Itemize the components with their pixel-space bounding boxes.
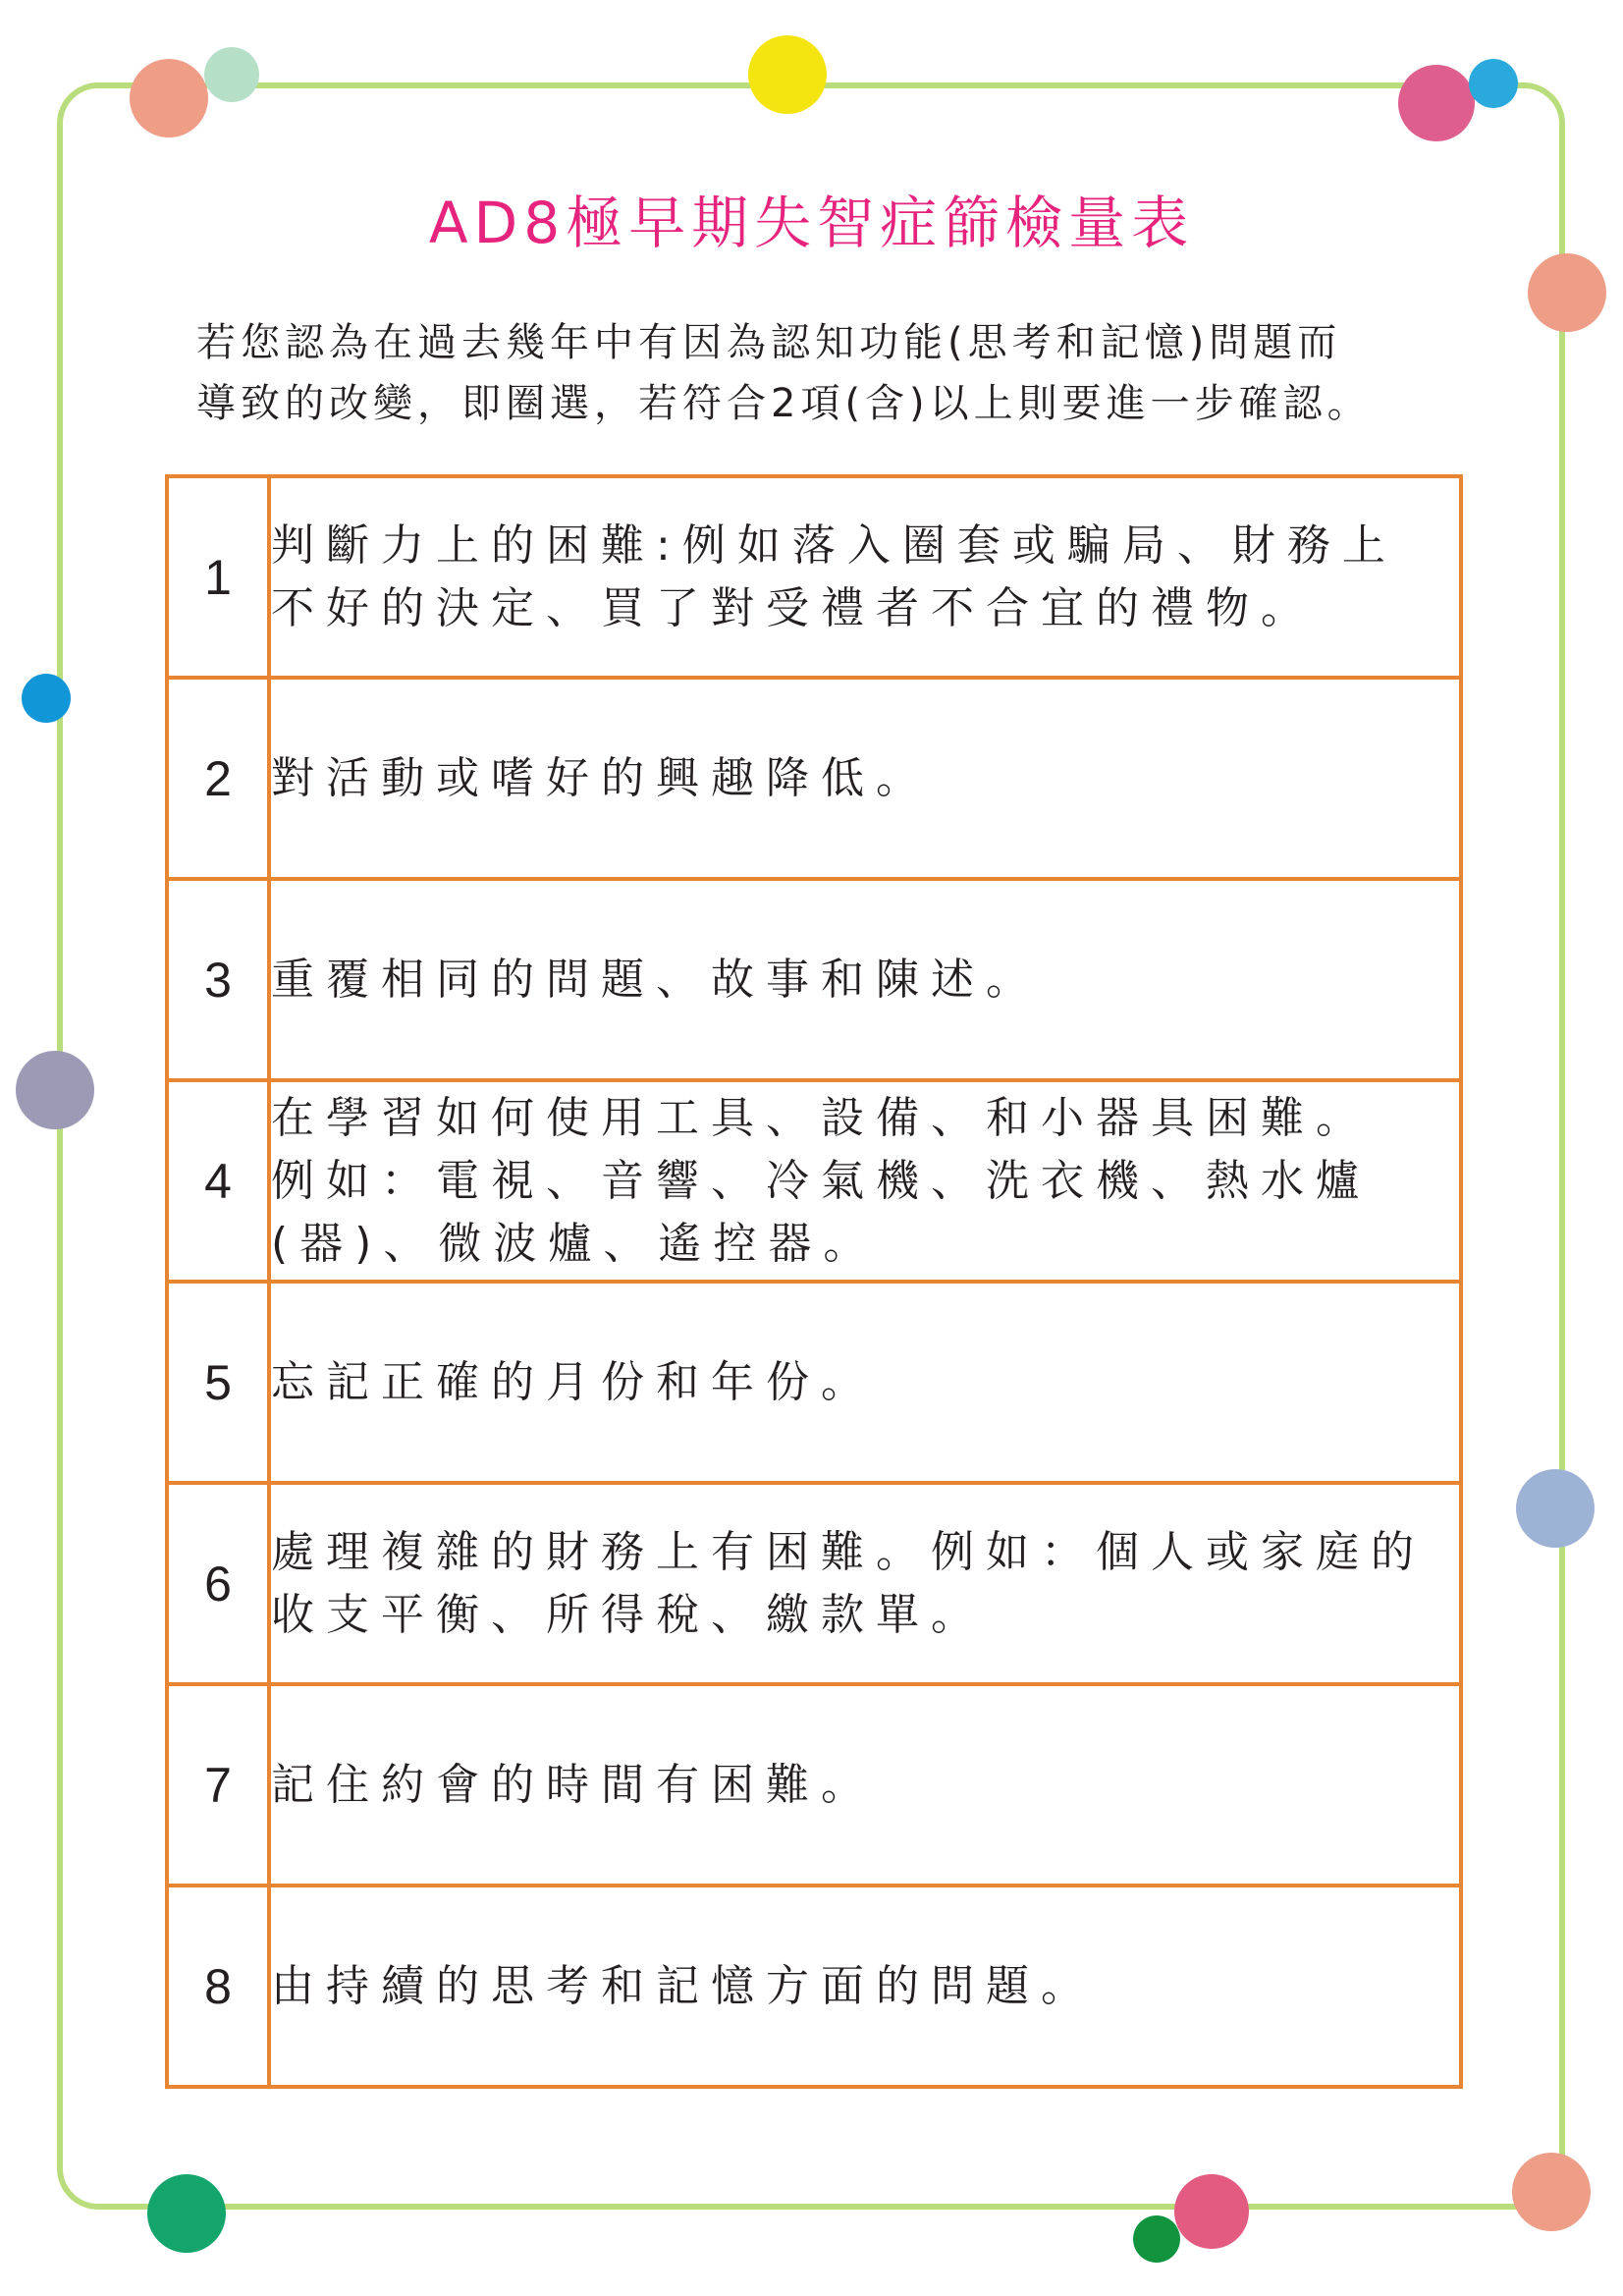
question-number: 8 — [167, 1886, 269, 2087]
question-row[interactable] — [167, 1282, 1461, 1483]
decor-dot — [1398, 65, 1475, 141]
decor-dot — [1512, 2153, 1591, 2231]
intro-line: 導致的改變，即圈選，若符合2項(含)以上則要進一步確認。 — [196, 381, 1372, 426]
question-line: 對活動或嗜好的興趣降低。 — [271, 752, 931, 803]
question-text — [269, 1483, 1461, 1684]
question-line: 由持續的思考和記憶方面的問題。 — [271, 1960, 1096, 2011]
question-line: (器)、微波爐、遙控器。 — [271, 1218, 879, 1269]
question-number: 7 — [167, 1684, 269, 1886]
question-line: 例如：電視、音響、冷氣機、洗衣機、熱水爐 — [271, 1155, 1371, 1206]
question-row[interactable] — [167, 1080, 1461, 1282]
question-row[interactable] — [167, 1886, 1461, 2087]
decor-dot — [1528, 253, 1606, 332]
decor-dot — [748, 35, 827, 114]
decor-dot — [22, 674, 71, 723]
question-text — [269, 678, 1461, 879]
question-line: 處理複雜的財務上有困難。例如：個人或家庭的 — [271, 1526, 1426, 1577]
question-line: 重覆相同的問題、故事和陳述。 — [271, 954, 1041, 1005]
question-line: 記住約會的時間有困難。 — [271, 1759, 876, 1810]
question-line: 收支平衡、所得稅、繳款單。 — [271, 1589, 986, 1640]
intro-line: 若您認為在過去幾年中有因為認知功能(思考和記憶)問題而 — [196, 320, 1342, 365]
question-text — [269, 1684, 1461, 1886]
decor-dot — [1174, 2174, 1249, 2249]
question-row[interactable] — [167, 879, 1461, 1080]
question-text — [269, 879, 1461, 1080]
decor-dot — [147, 2174, 226, 2253]
question-text — [269, 1886, 1461, 2087]
question-row[interactable] — [167, 1483, 1461, 1684]
question-number: 3 — [167, 879, 269, 1080]
decor-dot — [1516, 1469, 1595, 1548]
question-number: 4 — [167, 1080, 269, 1282]
question-text — [269, 1080, 1461, 1282]
ad8-question-table — [165, 474, 1463, 2089]
question-row[interactable] — [167, 678, 1461, 879]
question-number: 2 — [167, 678, 269, 879]
question-number: 5 — [167, 1282, 269, 1483]
decor-dot — [204, 47, 259, 102]
question-line: 在學習如何使用工具、設備、和小器具困難。 — [271, 1092, 1371, 1143]
intro-text — [196, 312, 1492, 434]
question-text — [269, 476, 1461, 678]
page-title: AD8極早期失智症篩檢量表 — [428, 190, 1195, 256]
question-number: 1 — [167, 476, 269, 678]
decor-dot — [130, 59, 208, 137]
question-line: 判斷力上的困難:例如落入圈套或騙局、財務上 — [271, 519, 1397, 571]
question-line: 忘記正確的月份和年份。 — [271, 1356, 876, 1407]
question-line: 不好的決定、買了對受禮者不合宜的禮物。 — [271, 582, 1316, 633]
decor-dot — [1133, 2215, 1180, 2263]
question-text — [269, 1282, 1461, 1483]
question-number: 6 — [167, 1483, 269, 1684]
decor-dot — [16, 1051, 94, 1129]
question-row[interactable] — [167, 1684, 1461, 1886]
decor-dot — [1469, 59, 1518, 108]
question-row[interactable] — [167, 476, 1461, 678]
